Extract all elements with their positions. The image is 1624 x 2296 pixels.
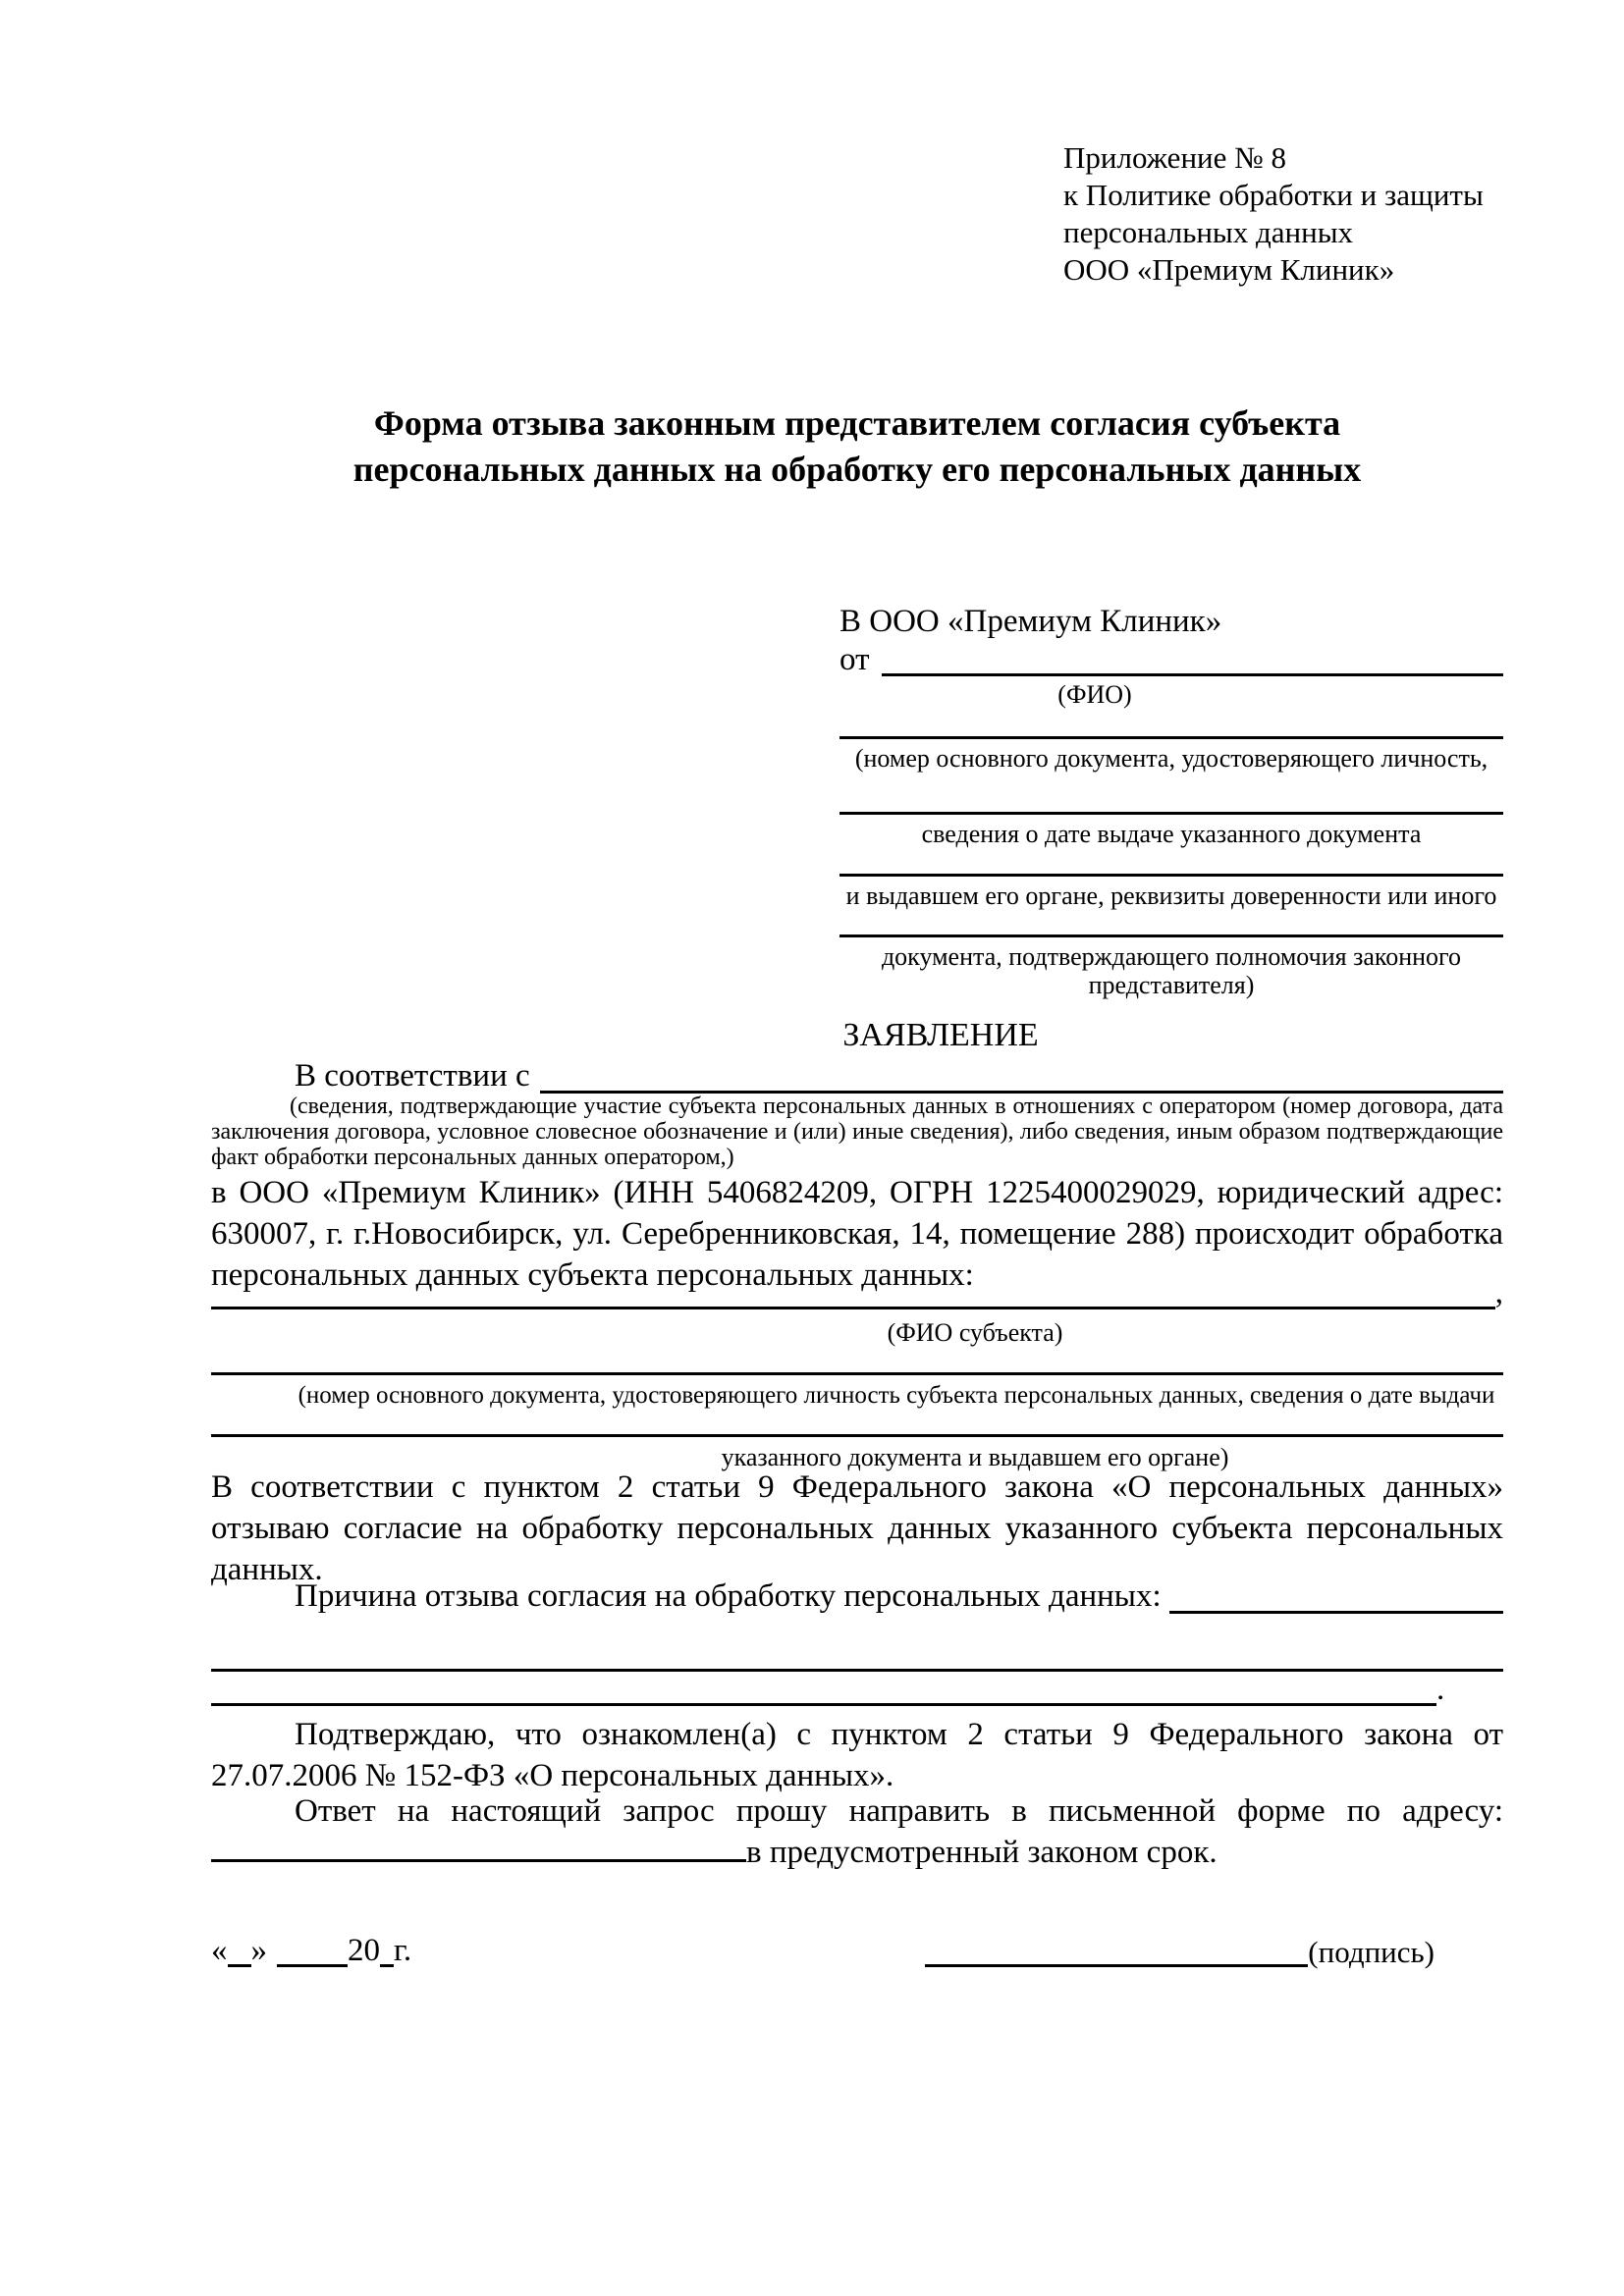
appendix-note-line: Приложение № 8 bbox=[1063, 140, 1286, 175]
signature-caption: (подпись) bbox=[1308, 1935, 1435, 1969]
subject-fio-caption: (ФИО субъекта) bbox=[887, 1318, 1063, 1347]
signature-field bbox=[925, 1937, 1435, 1967]
date-day-blank-line bbox=[228, 1964, 251, 1967]
reason-blank-line bbox=[1169, 1611, 1503, 1614]
representative-authority-blank-line bbox=[839, 934, 1503, 937]
subject-document-blank-line bbox=[211, 1372, 1503, 1375]
basis-label: В соответствии с bbox=[295, 1058, 530, 1095]
trailing-comma: , bbox=[1494, 1275, 1503, 1310]
reason-blank-line-3-rule bbox=[211, 1703, 1436, 1706]
appendix-note-line: персональных данных bbox=[1063, 215, 1354, 249]
from-label: от bbox=[839, 642, 870, 677]
date-quote-open: « bbox=[211, 1933, 228, 1968]
reply-request-tail: в предусмотренный законом срок. bbox=[746, 1835, 1218, 1870]
subject-document-blank-line-2 bbox=[211, 1434, 1503, 1437]
addressee-organization: В ООО «Премиум Клиник» bbox=[839, 604, 1222, 639]
issue-date-blank-line bbox=[839, 812, 1503, 815]
reply-request-paragraph bbox=[211, 1790, 1503, 1873]
issuing-authority-caption: и выдавшем его органе, реквизиты доверенности или иного bbox=[845, 881, 1497, 910]
operator-paragraph: в ООО «Премиум Клиник» (ИНН 5406824209, ОГРН 1225400029029, юридический адрес: 630007, г. г.Новосибирск, ул. Серебренниковская, 14, помещение 288) происходит обработка персональных данных субъекта персональных данных: bbox=[211, 1175, 1503, 1293]
reply-request-text: Ответ на настоящий запрос прошу направить в письменной форме по адресу: bbox=[295, 1793, 1503, 1829]
withdrawal-paragraph: В соответствии с пунктом 2 статьи 9 Федерального закона «О персональных данных» отзываю согласие на обработку персональных данных указанного субъекта персональных данных. bbox=[211, 1469, 1503, 1587]
appendix-note-line: к Политике обработки и защиты bbox=[1063, 178, 1484, 212]
reason-field bbox=[211, 1578, 1503, 1614]
appendix-note-line: ООО «Премиум Клиник» bbox=[1063, 252, 1395, 287]
date-field bbox=[211, 1935, 411, 1967]
date-year-prefix: 20 bbox=[348, 1933, 380, 1968]
trailing-period: . bbox=[1436, 1672, 1445, 1707]
reply-address-blank-line bbox=[211, 1859, 746, 1862]
date-year-suffix: г. bbox=[394, 1933, 412, 1968]
confirmation-paragraph: Подтверждаю, что ознакомлен(а) с пунктом 2 статьи 9 Федерального закона от 27.07.2006 № 152-ФЗ «О персональных данных». bbox=[211, 1717, 1503, 1793]
reason-blank-line-2 bbox=[211, 1669, 1503, 1672]
statement-heading: ЗАЯВЛЕНИЕ bbox=[842, 1017, 1039, 1053]
date-month-blank-line bbox=[277, 1964, 348, 1967]
fio-caption: (ФИО) bbox=[1057, 680, 1132, 709]
issue-date-caption: сведения о дате выдаче указанного документа bbox=[921, 820, 1422, 848]
subject-document-caption-2: указанного документа и выдавшем его органе) bbox=[721, 1443, 1229, 1471]
document-number-blank-line bbox=[839, 736, 1503, 739]
document-title bbox=[211, 400, 1503, 493]
reason-blank-line-3 bbox=[211, 1673, 1503, 1706]
footer bbox=[211, 1934, 1503, 1967]
representative-authority-caption: документа, подтверждающего полномочия законного представителя) bbox=[881, 942, 1462, 999]
fio-blank-line bbox=[882, 673, 1504, 676]
basis-footnote: (сведения, подтверждающие участие субъекта персональных данных в отношениях с оператором (номер договора, дата заключения договора, условное словесное обозначение и (или) иные сведения), либо сведения, иным образом подтверждающие факт обработки персональных данных оператором,) bbox=[211, 1094, 1503, 1170]
document-number-caption: (номер основного документа, удостоверяющего личность, bbox=[854, 744, 1489, 773]
document-title-line: Форма отзыва законным представителем согласия субъекта bbox=[373, 403, 1341, 443]
subject-fio-blank-line bbox=[211, 1307, 1495, 1309]
basis-field bbox=[211, 1058, 1503, 1094]
document-title-line: персональных данных на обработку его персональных данных bbox=[352, 450, 1362, 489]
issuing-authority-blank-line bbox=[839, 874, 1503, 877]
signature-blank-line bbox=[925, 1964, 1308, 1967]
reason-label: Причина отзыва согласия на обработку персональных данных: bbox=[295, 1578, 1162, 1615]
subject-document-caption: (номер основного документа, удостоверяющего личность субъекта персональных данных, сведения о дате выдачи bbox=[298, 1382, 1495, 1409]
date-year-blank-line bbox=[380, 1964, 394, 1967]
from-field bbox=[839, 641, 1503, 676]
appendix-note bbox=[1063, 139, 1484, 289]
subject-fio-field bbox=[211, 1276, 1503, 1309]
date-quote-close: » bbox=[250, 1933, 267, 1968]
